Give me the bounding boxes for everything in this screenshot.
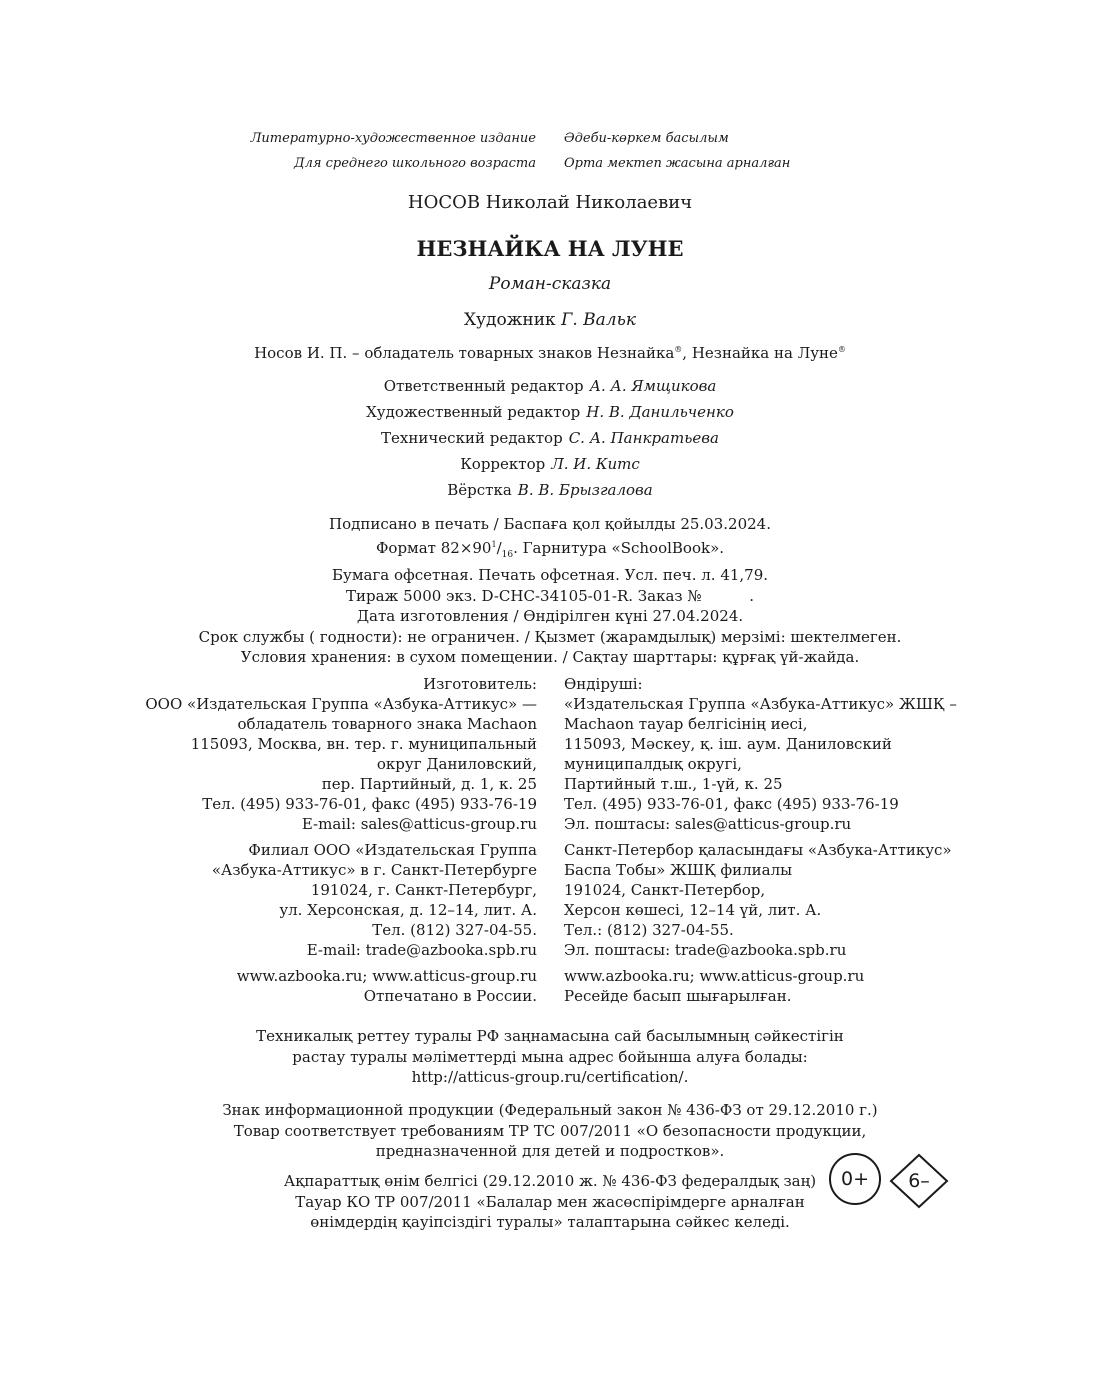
info-sign-ru: Знак информационной продукции (Федеральный закон № 436-ФЗ от 29.12.2010 г.) Товар соответствует требованиям ТР ТС 007/2011 «О безопасности продукции, предназначенной для детей и подростков». <box>222 1101 878 1160</box>
paper-line: Бумага офсетная. Печать офсетная. Усл. печ. л. 41,79. <box>331 566 769 584</box>
format-line: Формат $82\times 90^1/_{16}$. Гарнитура «SchoolBook». <box>375 538 725 560</box>
trademark-text-2: , Незнайка на Луне <box>682 344 838 362</box>
staff-row <box>0 429 1100 447</box>
registered-mark-2: ® <box>837 345 846 354</box>
book-title: НЕЗНАЙКА НА ЛУНЕ <box>416 236 684 261</box>
staff-person: Н. В. Данильченко <box>586 403 734 421</box>
age-rating-diamond-label: 6– <box>908 1170 930 1192</box>
staff-person: Л. И. Китс <box>551 455 640 473</box>
trademark-line <box>0 344 1100 362</box>
staff-row <box>0 377 1100 395</box>
staff-role: Художественный редактор <box>366 403 581 421</box>
staff-role: Ответственный редактор <box>383 377 584 395</box>
branch-kz: Санкт-Петербор қаласындағы «Азбука-Аттикус» Баспа Тобы» ЖШҚ филиалы 191024, Санкт-Петербор, Херсон көшесі, 12–14 үй, лит. А. Тел.: (812) 327-04-55. Эл. поштасы: trade@azbooka.spb.ru <box>564 841 952 959</box>
staff-role: Вёрстка <box>447 481 512 499</box>
print-info <box>0 514 1100 668</box>
illustrator-line <box>0 310 1100 330</box>
staff-row <box>0 481 1100 499</box>
signed-line: Подписано в печать / Баспаға қол қойылды 25.03.2024. <box>329 515 771 533</box>
manufacturer-ru: Изготовитель: ООО «Издательская Группа «Азбука-Аттикус» — обладатель товарного знака Machaon 115093, Москва, вн. тер. г. муниципальный округ Даниловский, пер. Партийный, д. 1, к. 25 Тел. (495) 933-76-01, факс (495) 933-76-19 E-mail: sales@atticus-group.ru <box>145 675 537 833</box>
service-line: Срок службы ( годности): не ограничен. / Қызмет (жарамдылық) мерзімі: шектелмеген. <box>198 627 902 646</box>
staff-person: С. А. Панкратьева <box>568 429 719 447</box>
storage-line: Условия хранения: в сухом помещении. / Сақтау шарттары: құрғақ үй-жайда. <box>240 648 860 666</box>
staff-role: Технический редактор <box>381 429 563 447</box>
info-sign-kz: Ақпараттық өнім белгісі (29.12.2010 ж. № 436-ФЗ федералдық заң) Тауар КО ТР 007/2011 «Балалар мен жасөспірімдерге арналған өнімдердің қауіпсіздігі туралы» талаптарына сәйкес келеді. <box>283 1172 817 1231</box>
manufacturer-kz: Өндіруші: «Издательская Группа «Азбука-Аттикус» ЖШҚ – Machaon тауар белгісінің иесі, 115093, Мәскеу, қ. іш. аум. Даниловский муниципалдық округі, Партийный т.ш., 1-үй, к. 25 Тел. (495) 933-76-01, факс (495) 933-76-19 Эл. поштасы: sales@atticus-group.ru <box>564 675 957 833</box>
web-ru: www.azbooka.ru; www.atticus-group.ru Отпечатано в России. <box>236 967 537 1005</box>
web-kz: www.azbooka.ru; www.atticus-group.ru Ресейде басып шығарылған. <box>564 967 865 1005</box>
illustrator-name: Г. Вальк <box>561 310 637 330</box>
run-line: Тираж 5000 экз. D-CHC-34105-01-R. Заказ № . <box>346 586 754 605</box>
book-subtitle: Роман-сказка <box>488 274 612 294</box>
author-name: НОСОВ Николай Николаевич <box>407 192 693 213</box>
staff-role: Корректор <box>460 455 546 473</box>
age-rating-diamond-badge <box>889 1153 949 1209</box>
illustrator-label: Художник <box>463 310 556 330</box>
staff-person: В. В. Брызгалова <box>517 481 653 499</box>
trademark-text-1: Носов И. П. – обладатель товарных знаков Незнайка <box>254 344 675 362</box>
staff-row <box>0 455 1100 473</box>
certification-kz: Техникалық реттеу туралы РФ заңнамасына сай басылымның сәйкестігін растау туралы мәліметтерді мына адрес бойынша алуға болады: http://atticus-group.ru/certification/. <box>256 1027 844 1086</box>
age-kz: Орта мектеп жасына арналған <box>564 156 791 171</box>
age-ru: Для среднего школьного возраста <box>294 156 536 171</box>
age-rating-circle-badge: 0+ <box>829 1153 881 1205</box>
genre-ru: Литературно-художественное издание <box>250 131 536 146</box>
made-line: Дата изготовления / Өндірілген күні 27.04.2024. <box>356 607 744 625</box>
branch-ru: Филиал ООО «Издательская Группа «Азбука-Аттикус» в г. Санкт-Петербурге 191024, г. Санкт-Петербург, ул. Херсонская, д. 12–14, лит. А. Тел. (812) 327-04-55. E-mail: trade@azbooka.spb.ru <box>211 841 537 959</box>
staff-person: А. А. Ямщикова <box>589 377 717 395</box>
registered-mark-1: ® <box>674 345 683 354</box>
genre-kz: Әдеби-көркем басылым <box>564 131 729 146</box>
staff-row <box>0 403 1100 421</box>
